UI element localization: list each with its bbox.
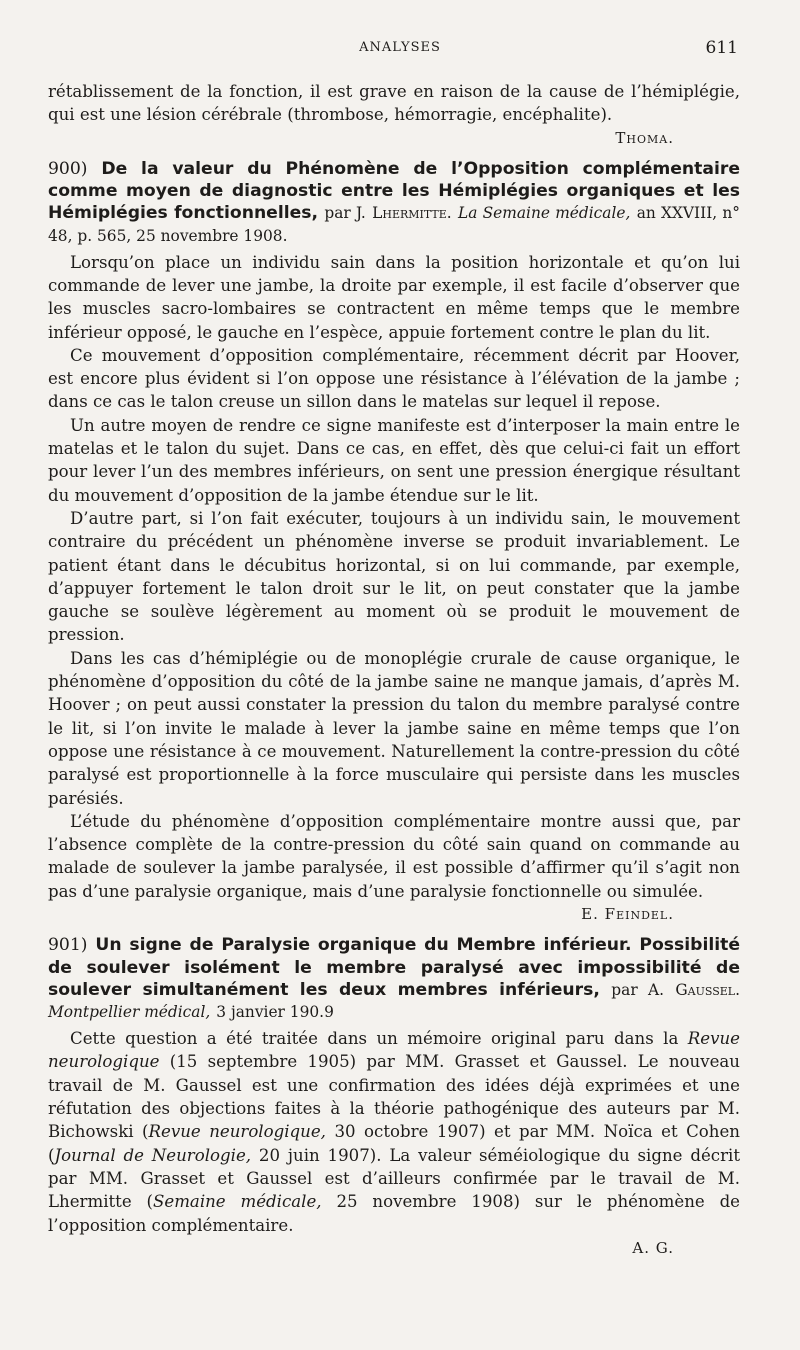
article-900-paragraph-1: Lorsqu’on place un individu sain dans la position horizontale et qu’on lui commande de lever une jambe, la droite par exemple, il est facile d’observer que les muscles sacro-lombaires se contractent en même temps que le membre inférieur opposé, le gauche en l’espèce, appuie fortement contre le plan du lit. (48, 252, 740, 342)
article-901-journal: Montpellier médical, (48, 1002, 211, 1021)
article-900-title: De la valeur du Phénomène de l’Opposition complémentaire comme moyen de diagnostic entre les Hémiplégies organiques et les Hémiplégies fonctionnelles, (48, 158, 741, 224)
article-901-journal-ref-2: Revue neurologique, (148, 1122, 326, 1142)
text-body (48, 80, 740, 1260)
article-900-citation: an XXVIII, n° 48, p. 565, 25 novembre 1908. (48, 204, 740, 245)
article-901-journal-ref-3: Journal de Neurologie, (54, 1145, 252, 1165)
article-900-paragraph-4: D’autre part, si l’on fait exécuter, toujours à un individu sain, le mouvement contraire du précédent un phénomène inverse se produit invariablement. Le patient étant dans le décubitus horizontal, si on lui commande, par exemple, d’appuyer fortement le talon droit sur le lit, on peut constater que la jambe gauche se soulève légèrement au moment où se produit le mouvement de pression. (48, 508, 740, 645)
article-901-journal-ref-1: Revue neurologique (48, 1029, 740, 1072)
article-901-title: Un signe de Paralysie organique du Membre inférieur. Possibilité de soulever isolément le membre paralysé avec impossibilité de soulever simultanément les deux membres inférieurs, (48, 935, 741, 1000)
article-901-author: Gaussel. (675, 980, 740, 999)
signature-feindel: E. Feindel. (581, 905, 674, 924)
running-head (0, 40, 800, 64)
article-900-paragraph-3: Un autre moyen de rendre ce signe manifeste est d’interposer la main entre le matelas et le talon du sujet. Dans ce cas, en effet, dès que celui-ci fait un effort pour lever l’un des membres inférieurs, on sent une pression énergique résultant du mouvement d’opposition de la jambe étendue sur le lit. (48, 415, 740, 505)
signature-ag: A. G. (632, 1238, 674, 1257)
article-901-by: par A. (611, 980, 664, 999)
article-900-paragraph-5: Dans les cas d’hémiplégie ou de monoplégie crurale de cause organique, le phénomène d’opposition du côté de la jambe saine ne manque jamais, d’après M. Hoover ; on peut aussi constater la pression du talon du membre paralysé contre le lit, si l’on invite le malade à lever la jambe saine en même temps que l’on oppose une résistance à ce mouvement. Naturellement la contre-pression du côté paralysé est proportionnelle à la force musculaire qui persiste dans les muscles parésiés. (48, 648, 740, 808)
article-900-number: 900) (48, 158, 88, 179)
article-900-author: Lhermitte. (372, 204, 452, 223)
page-number: 611 (705, 38, 738, 58)
article-901-text-b: (15 septembre 1905) par MM. Grasset et Gaussel. Le nouveau travail de M. Gaussel est une confirmation des idées déjà exprimées et une réfutation des objections faites à la théorie pathogénique des auteurs par M. Bichowski ( (48, 1052, 740, 1142)
article-901-citation: 3 janvier 190.9 (216, 1002, 334, 1021)
article-901-text-c: 30 octobre 1907) et par MM. Noïca et Cohen ( (48, 1122, 740, 1165)
article-901-text-d: 20 juin 1907). La valeur séméiologique du signe décrit par MM. Grasset et Gaussel est d’ailleurs confirmée par le travail de M. Lhermitte ( (48, 1145, 740, 1212)
article-901-text-e: 25 novembre 1908) sur le phénomène de l’opposition complémentaire. (48, 1192, 741, 1235)
signature-thoma: Thoma. (615, 128, 674, 147)
article-900-paragraph-6: L’étude du phénomène d’opposition complémentaire montre aussi que, par l’absence complète de la contre-pression du côté sain quand on commande au malade de soulever la jambe paralysée, il est possible d’affirmer qu’il s’agit non pas d’une paralysie organique, mais d’une paralysie fonctionnelle ou simulée. (48, 811, 740, 901)
article-901-paragraph-1 (48, 1027, 740, 1237)
article-901-number: 901) (48, 935, 88, 956)
article-901-heading (48, 934, 740, 1023)
article-901-journal-ref-4: Semaine médicale, (153, 1192, 322, 1212)
running-head-title: ANALYSES (359, 40, 441, 55)
article-901-text-a: Cette question a été traitée dans un mémoire original paru dans la (70, 1029, 679, 1049)
article-900-by: par J. (324, 204, 366, 223)
continuation-paragraph: rétablissement de la fonction, il est grave en raison de la cause de l’hémiplégie, qui est une lésion cérébrale (thrombose, hémorragie, encéphalite). (48, 82, 740, 125)
article-900-paragraph-2: Ce mouvement d’opposition complémentaire, récemment décrit par Hoover, est encore plus évident si l’on oppose une résistance à l’élévation de la jambe ; dans ce cas le talon creuse un sillon dans le matelas sur lequel il repose. (48, 345, 740, 412)
article-900-heading (48, 158, 740, 247)
article-900-journal: La Semaine médicale, (458, 204, 631, 223)
